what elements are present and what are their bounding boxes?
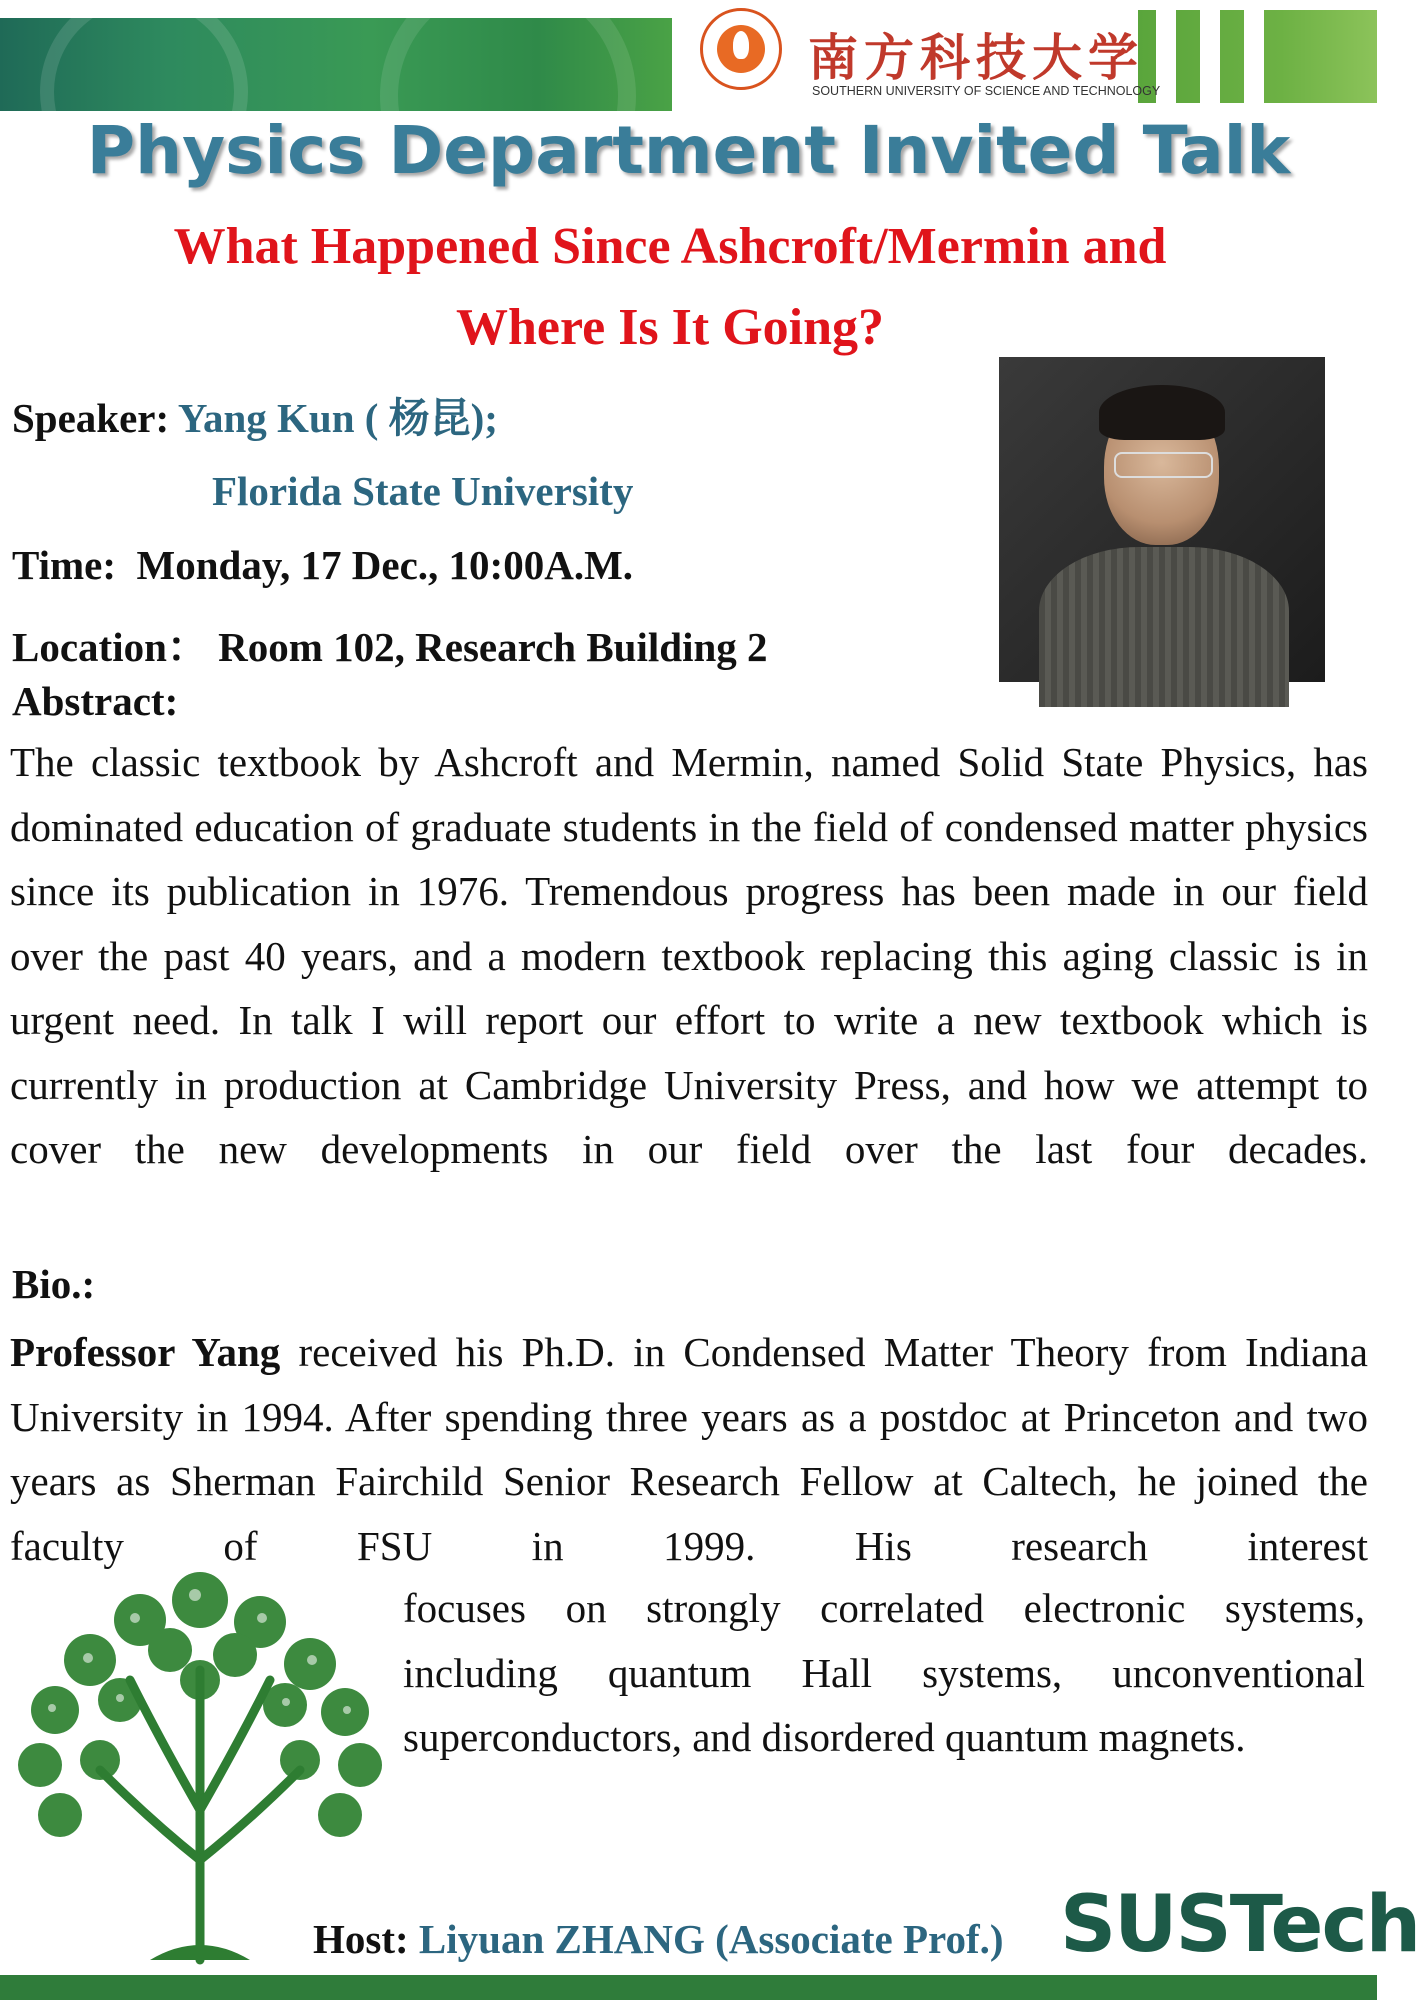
bio-text-part1 <box>10 1320 1368 1578</box>
host-label: Host: <box>313 1916 409 1962</box>
location-value: Room 102, Research Building 2 <box>218 624 768 670</box>
page-title: Physics Department Invited Talk <box>86 112 1291 189</box>
bio-text-part2: focuses on strongly correlated electronic systems, including quantum Hall systems, unconventional superconductors, and disordered quantum magnets. <box>403 1585 1365 1760</box>
tree-illustration <box>0 1560 400 1960</box>
location-line <box>12 614 768 673</box>
time-value: Monday, 17 Dec., 10:00A.M. <box>136 542 634 588</box>
university-name-en: SOUTHERN UNIVERSITY OF SCIENCE AND TECHNOLOGY <box>812 84 1161 98</box>
bio-lead: Professor Yang <box>10 1329 281 1375</box>
host-line <box>313 1915 1004 1963</box>
bottom-bar <box>0 1975 1377 2000</box>
abstract-text: The classic textbook by Ashcroft and Mermin, named Solid State Physics, has dominated education of graduate students in the field of condensed matter physics since its publication in 1976. Tremendous progress has been made in our field over the past 40 years, and a modern textbook replacing this aging classic is in urgent need. In talk I will report our effort to write a new textbook which is currently in production at Cambridge University Press, and how we attempt to cover the new developments in our field over the last four decades. <box>10 739 1368 1172</box>
talk-title-line2: Where Is It Going? <box>455 299 885 356</box>
university-seal-icon <box>700 8 782 90</box>
speaker-line <box>12 385 498 444</box>
banner-right-graphic <box>1138 10 1377 103</box>
time-label: Time: <box>12 542 117 588</box>
host-value: Liyuan ZHANG (Associate Prof.) <box>418 1916 1004 1962</box>
banner-left-graphic <box>0 18 672 111</box>
abstract-heading: Abstract: <box>12 678 179 724</box>
speaker-label: Speaker: <box>12 395 170 441</box>
talk-title-line1: What Happened Since Ashcroft/Mermin and <box>173 218 1167 275</box>
bio-text: received his Ph.D. in Condensed Matter Theory from Indiana University in 1994. After spending three years as a postdoc at Princeton and two years as Sherman Fairchild Senior Research Fellow at Caltech, he joined the faculty of FSU in 1999. His research interest <box>10 1329 1368 1569</box>
university-name-cn: 南方科技大学 <box>808 28 1144 87</box>
speaker-name: Yang Kun ( 杨昆); <box>177 395 498 441</box>
header-banner <box>0 0 1377 112</box>
speaker-affiliation: Florida State University <box>212 468 634 514</box>
sustech-logo: SUSTech <box>1060 1880 1419 1970</box>
speaker-photo <box>999 357 1325 682</box>
time-line <box>12 541 633 589</box>
location-label: Location： <box>12 624 208 670</box>
bio-heading: Bio.: <box>12 1261 96 1307</box>
